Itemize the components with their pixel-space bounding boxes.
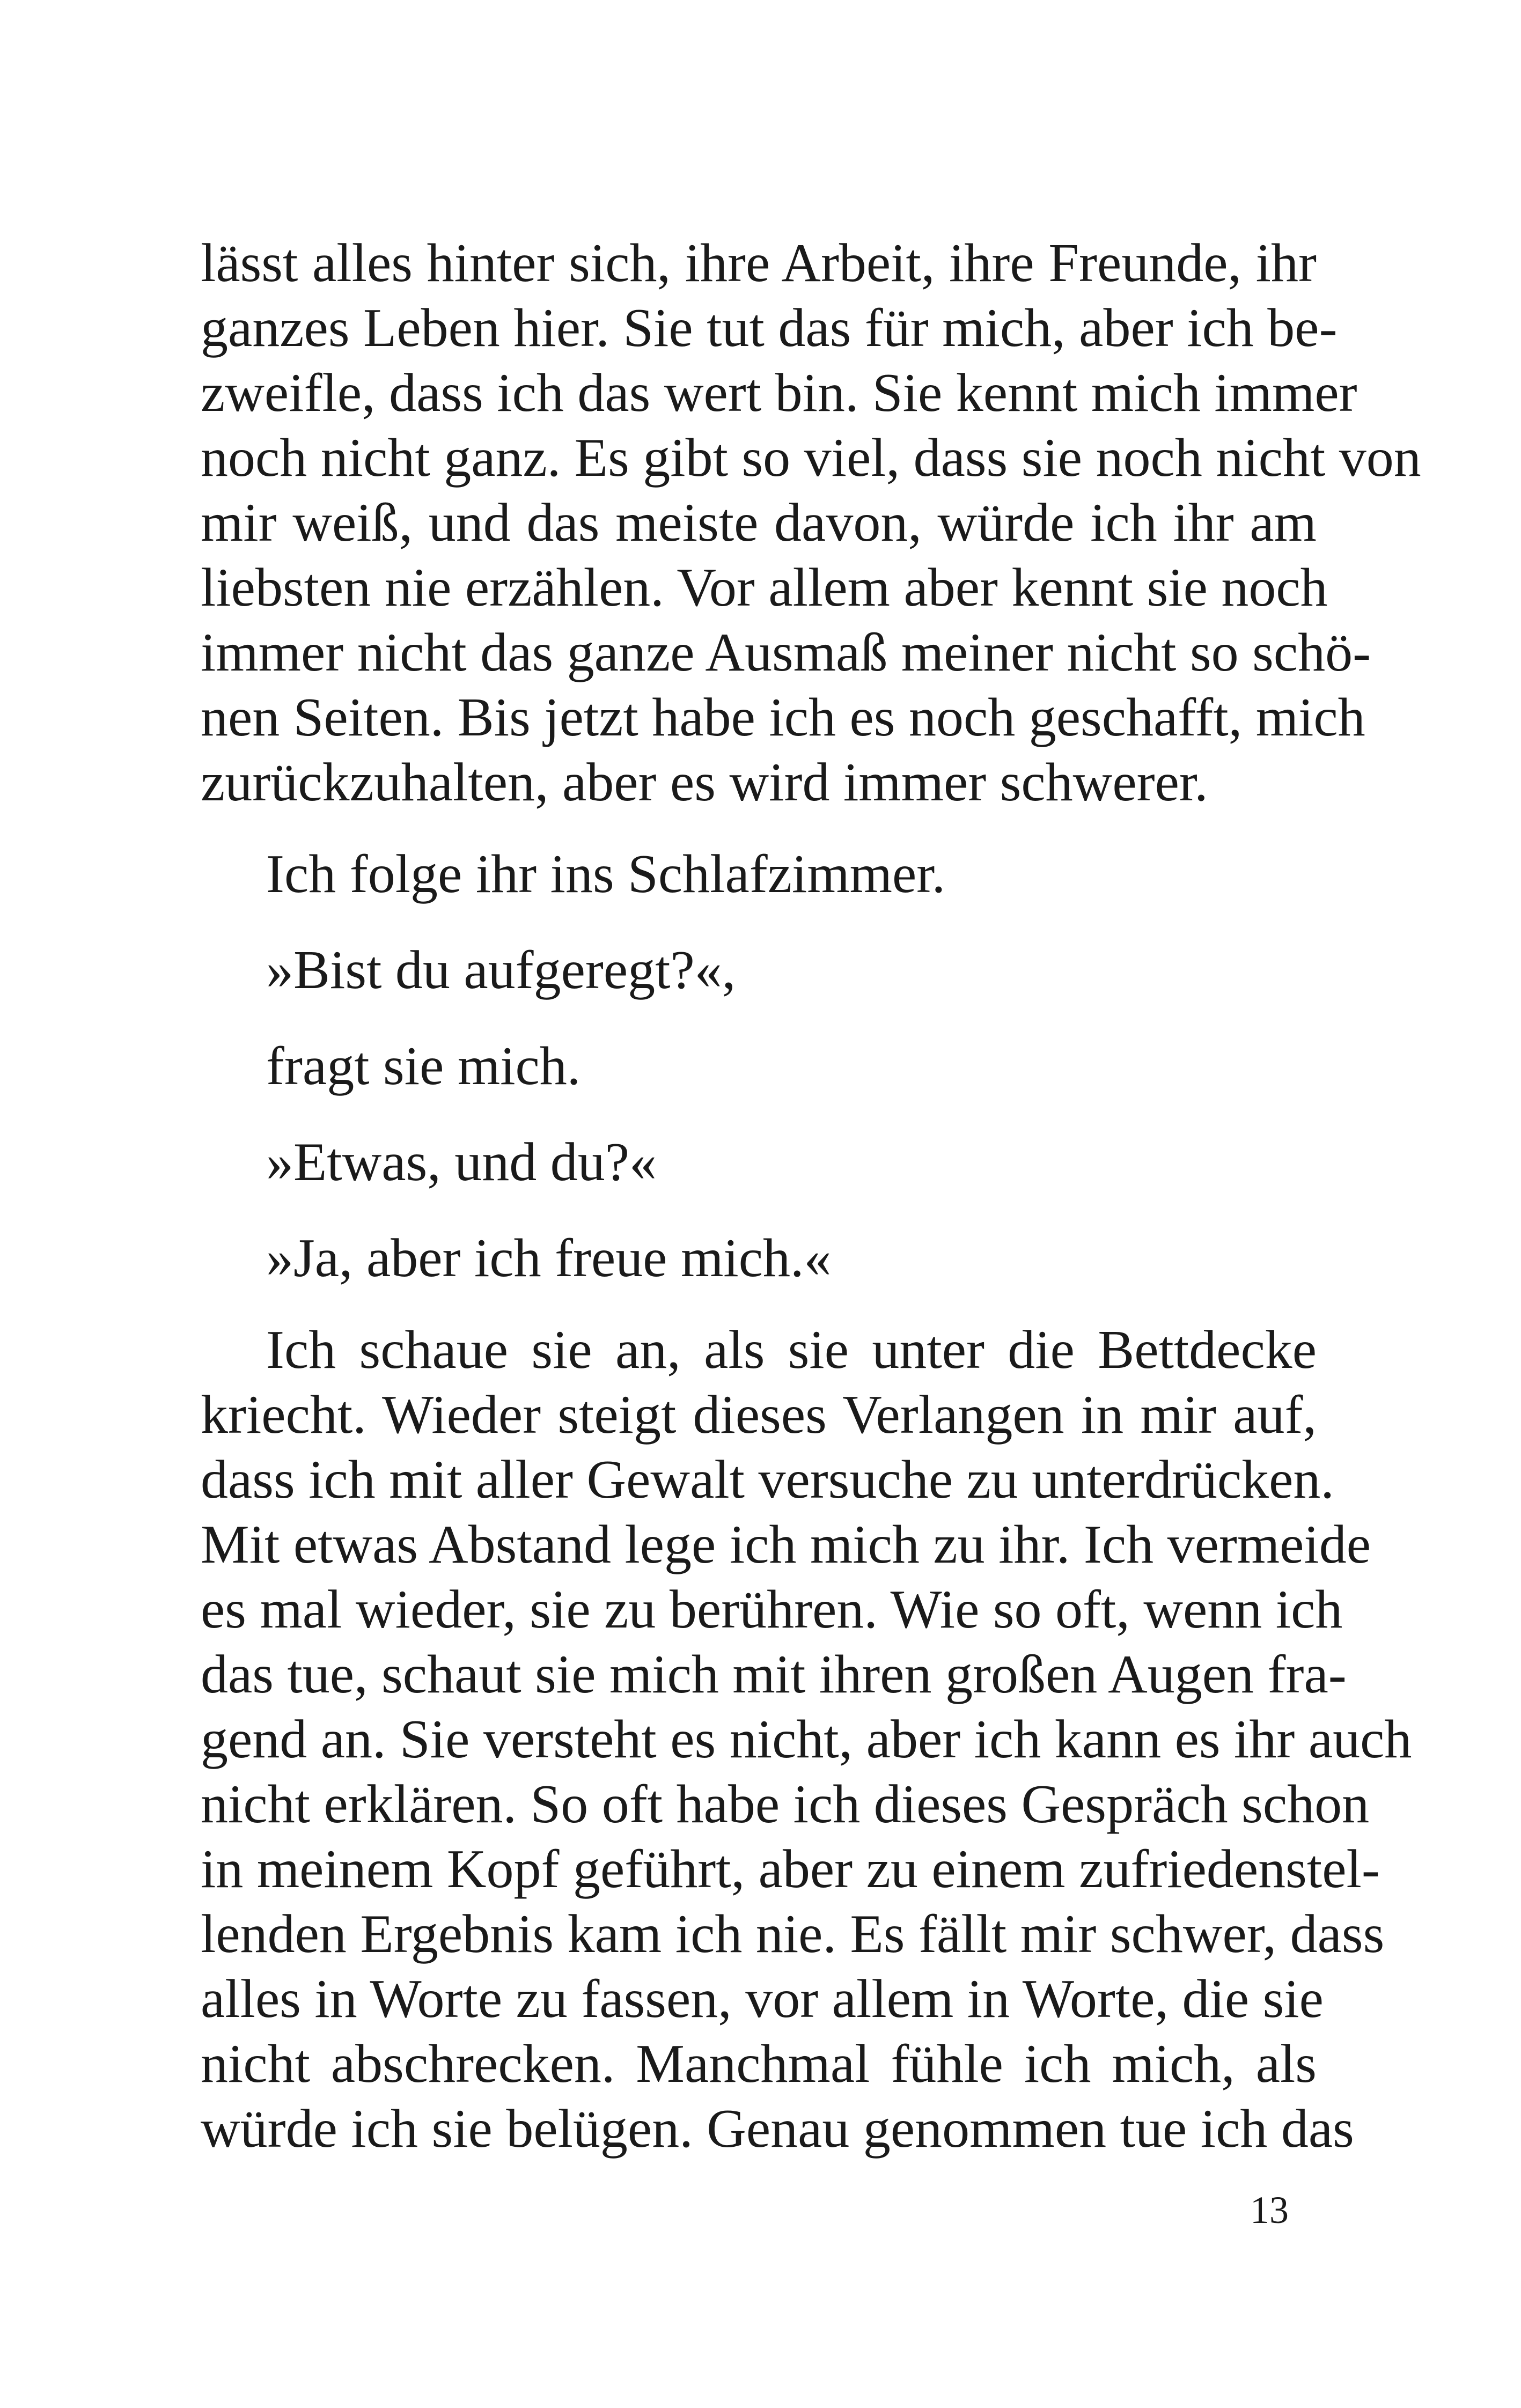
text-line: ganzes Leben hier. Sie tut das für mich, aber ich be- [201, 298, 1338, 358]
text-line: zweifle, dass ich das wert bin. Sie kennt mich immer [201, 363, 1357, 423]
text-line: würde ich sie belügen. Genau genommen tue ich das [201, 2098, 1354, 2159]
dialog-line: Ich folge ihr ins Schlafzimmer. [266, 844, 946, 904]
text-line: noch nicht ganz. Es gibt so viel, dass sie noch nicht von [201, 428, 1421, 488]
dialog-line: fragt sie mich. [266, 1036, 581, 1096]
text-line: kriecht. Wieder steigt dieses Verlangen in mir auf, [201, 1385, 1317, 1445]
text-line: nicht abschrecken. Manchmal fühle ich mich, als [201, 2034, 1317, 2094]
text-line: liebsten nie erzählen. Vor allem aber kennt sie noch [201, 557, 1328, 618]
text-line: Ich schaue sie an, als sie unter die Bettdecke [266, 1320, 1317, 1380]
text-line: alles in Worte zu fassen, vor allem in Worte, die sie [201, 1969, 1324, 2029]
text-line: nen Seiten. Bis jetzt habe ich es noch geschafft, mich [201, 687, 1365, 748]
text-line: es mal wieder, sie zu berühren. Wie so oft, wenn ich [201, 1579, 1343, 1640]
text-line: dass ich mit aller Gewalt versuche zu unterdrücken. [201, 1449, 1334, 1510]
paragraph-continued [201, 231, 1421, 815]
text-line: in meinem Kopf geführt, aber zu einem zufriedenstel- [201, 1839, 1380, 1899]
paragraph [201, 1317, 1412, 2161]
text-line: das tue, schaut sie mich mit ihren großen Augen fra- [201, 1644, 1347, 1705]
text-line: lässt alles hinter sich, ihre Arbeit, ihre Freunde, ihr [201, 233, 1317, 293]
dialog-line: »Bist du aufgeregt?«, [266, 940, 736, 1000]
text-line: mir weiß, und das meiste davon, würde ich ihr am [201, 492, 1317, 553]
text-line: nicht erklären. So oft habe ich dieses Gespräch schon [201, 1774, 1370, 1835]
text-line: lenden Ergebnis kam ich nie. Es fällt mir schwer, dass [201, 1904, 1385, 1964]
book-page [201, 231, 1421, 2161]
text-line: Mit etwas Abstand lege ich mich zu ihr. Ich vermeide [201, 1514, 1371, 1575]
page-number: 13 [1250, 2189, 1289, 2232]
dialog-line: »Etwas, und du?« [266, 1132, 657, 1192]
text-line: zurückzuhalten, aber es wird immer schwerer. [201, 752, 1208, 813]
text-line: immer nicht das ganze Ausmaß meiner nicht so schö- [201, 622, 1371, 683]
text-line: gend an. Sie versteht es nicht, aber ich kann es ihr auch [201, 1709, 1412, 1770]
dialog-line: »Ja, aber ich freue mich.« [266, 1228, 832, 1288]
